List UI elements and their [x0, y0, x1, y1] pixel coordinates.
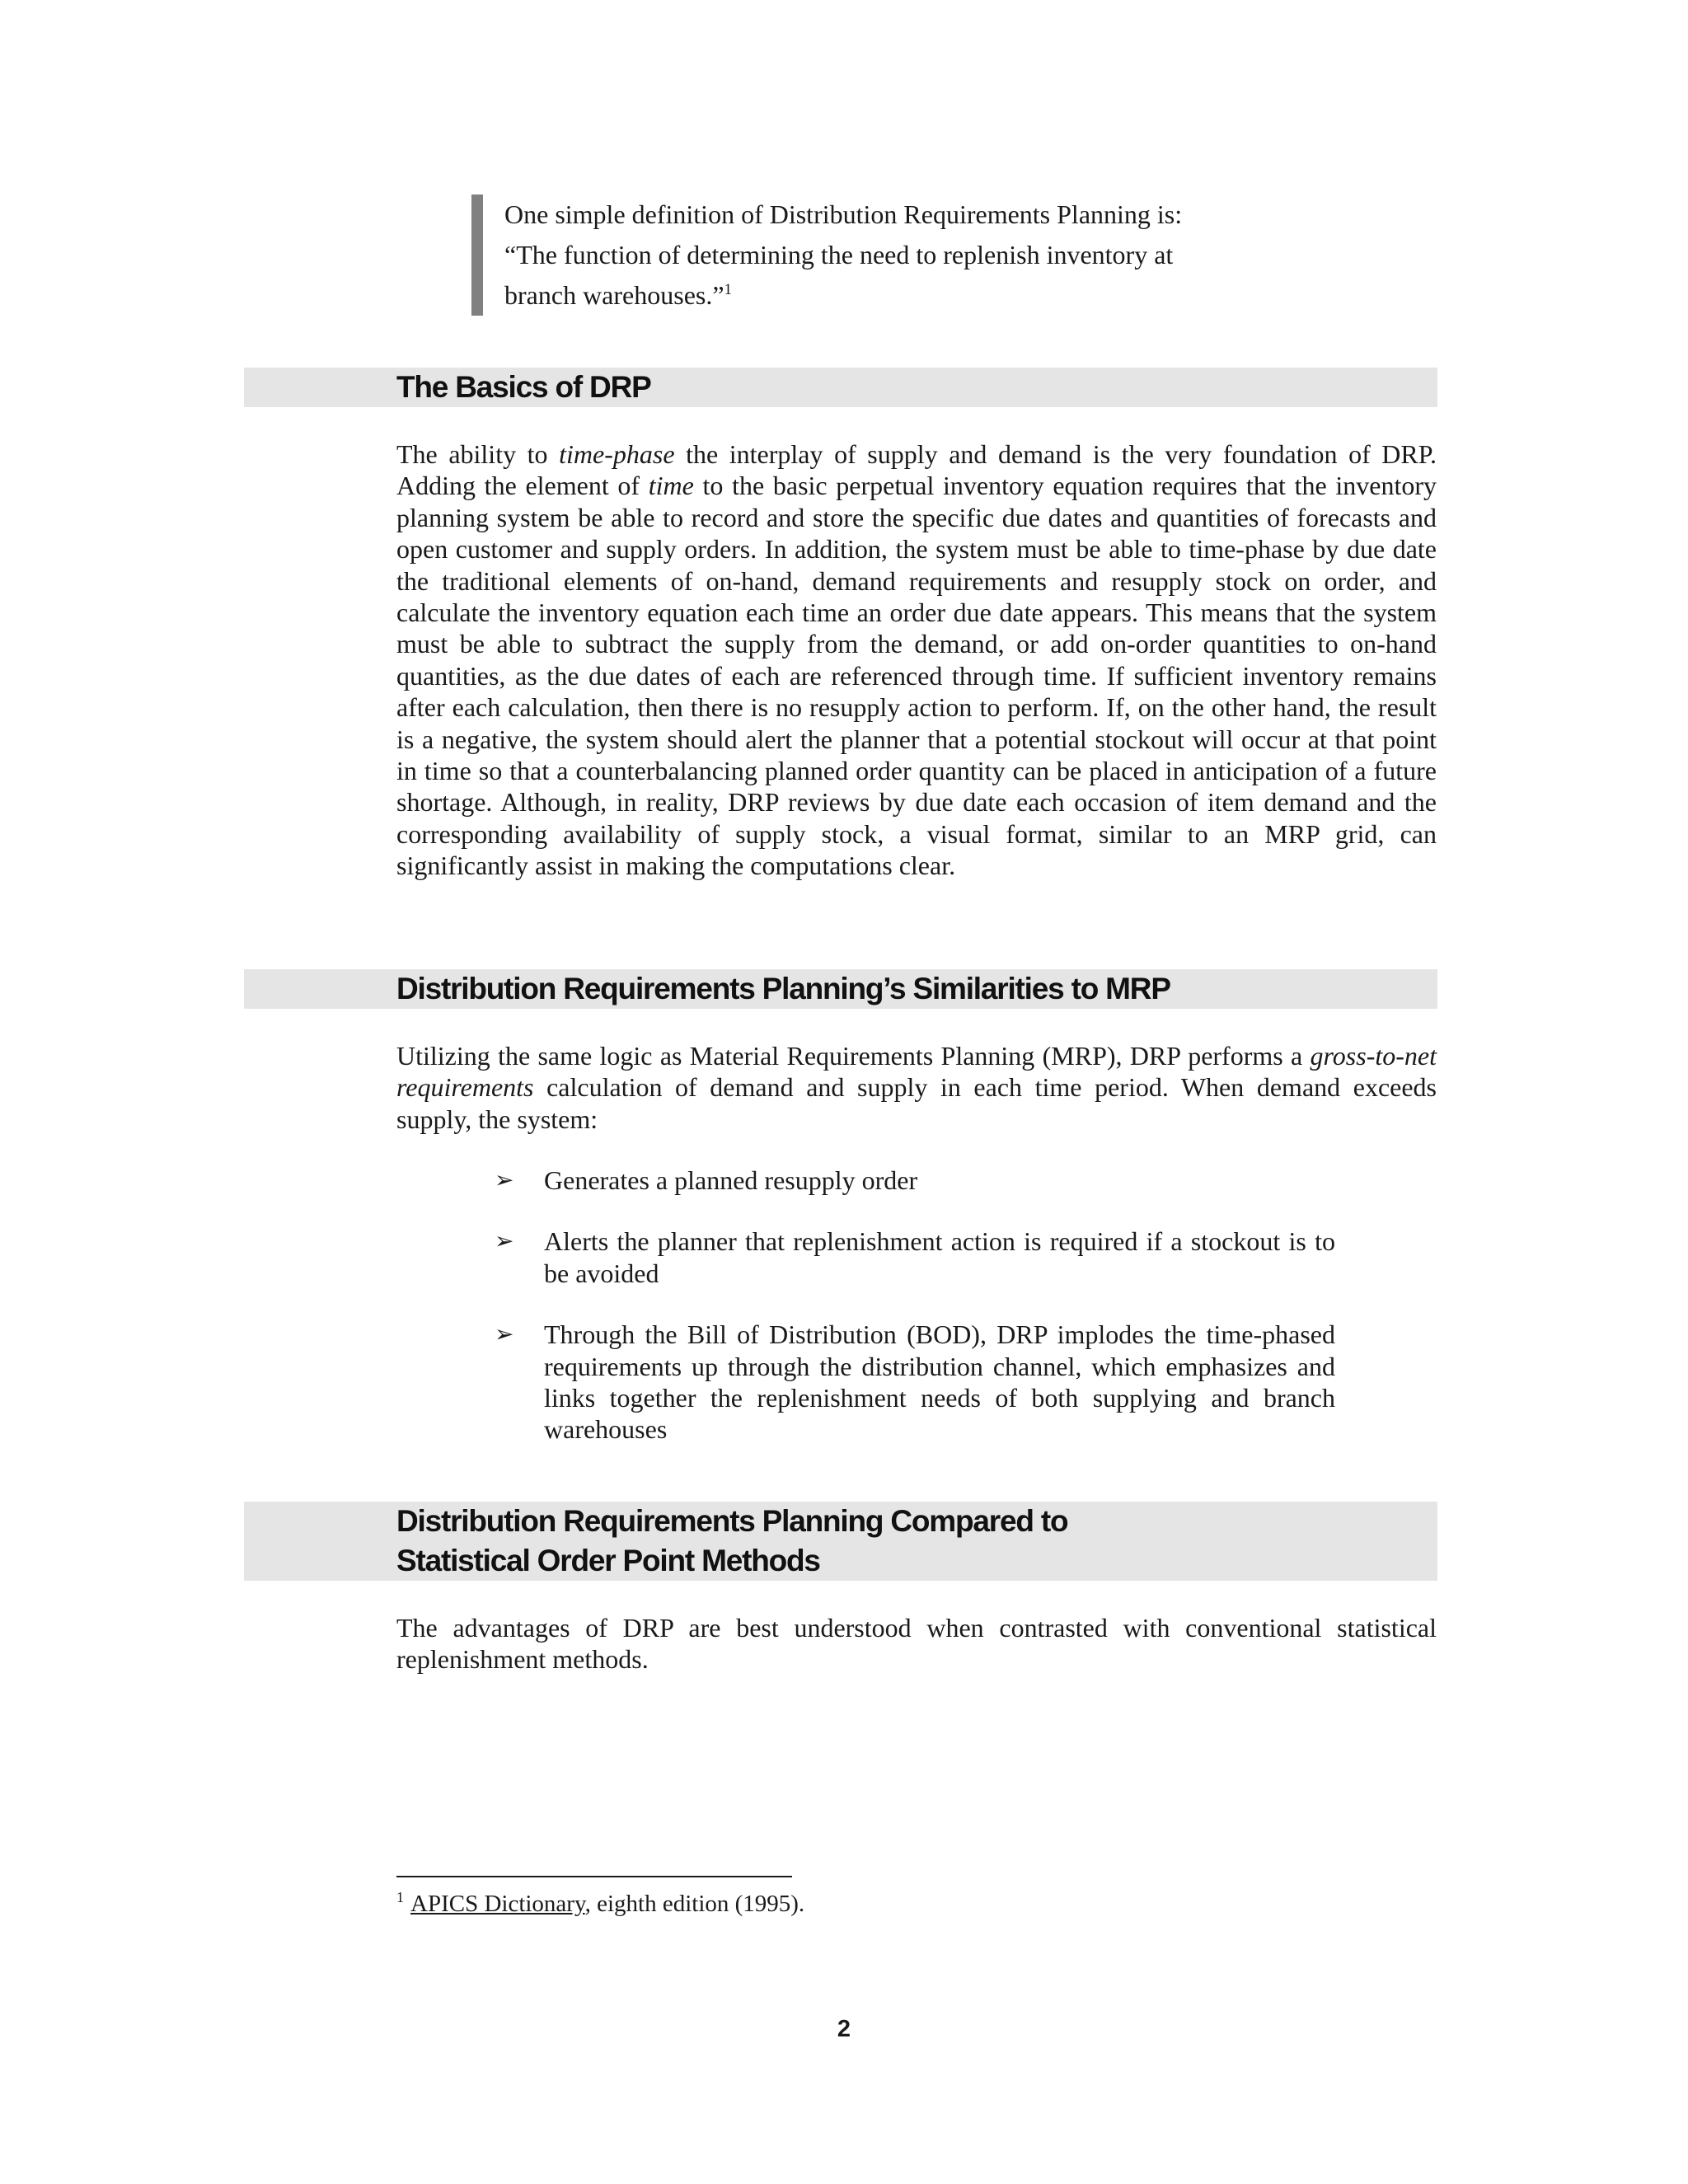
section-heading-similarities: Distribution Requirements Planning’s Similarities to MRP [396, 972, 1170, 1005]
footnote-divider [396, 1876, 792, 1877]
section-header-similarities [244, 969, 1437, 1009]
list-item [495, 1165, 1335, 1196]
heading-line-1: Distribution Requirements Planning Compared to [396, 1504, 1068, 1538]
quote-footnote-marker: 1 [724, 281, 733, 298]
section-header-comparison [244, 1502, 1437, 1581]
bullet-text: Alerts the planner that replenishment action is required if a stockout is to be avoided [544, 1226, 1335, 1288]
arrowhead-bullet-icon: ➢ [495, 1320, 514, 1348]
comparison-paragraph: The advantages of DRP are best understood when contrasted with conventional statistical replenishment methods. [396, 1613, 1437, 1675]
similarities-paragraph [396, 1040, 1437, 1135]
text-run: Utilizing the same logic as Material Requirements Planning (MRP), DRP performs a [396, 1041, 1311, 1071]
section-heading-comparison [396, 1502, 1067, 1581]
arrowhead-bullet-icon: ➢ [495, 1166, 514, 1193]
list-item [495, 1319, 1335, 1446]
quote-line-1: One simple definition of Distribution Requirements Planning is: [504, 199, 1183, 229]
bullet-text: Through the Bill of Distribution (BOD), DRP implodes the time-phased requirements up through the distribution channel, which emphasizes and links together the replenishment needs of both supplying and branch warehouses [544, 1319, 1335, 1445]
emphasis-run: gross-to-net requirements [396, 1041, 1437, 1103]
emphasis-run: time [648, 471, 694, 501]
text-run: calculation of demand and supply in each time period. When demand exceeds supply, the system: [396, 1072, 1437, 1134]
footnote-reference-title: APICS Dictionary [410, 1891, 585, 1917]
page-number: 2 [837, 2016, 851, 2042]
quote-line-2: “The function of determining the need to replenish inventory at [504, 240, 1174, 269]
list-item [495, 1226, 1335, 1289]
footnote-rest: , eighth edition (1995). [584, 1891, 805, 1917]
basics-paragraph [396, 438, 1437, 882]
text-run: the interplay of supply and demand is the very foundation of DRP. Adding the element of [396, 439, 1437, 501]
definition-quote [471, 194, 1246, 316]
text-run: The ability to [396, 439, 560, 469]
arrowhead-bullet-icon: ➢ [495, 1227, 514, 1255]
section-header-basics [244, 368, 1437, 407]
bullet-list [495, 1165, 1335, 1446]
footnote [396, 1887, 804, 1920]
section-heading-basics: The Basics of DRP [396, 370, 651, 404]
quote-line-3 [504, 275, 1246, 316]
bullet-text: Generates a planned resupply order [544, 1165, 918, 1195]
emphasis-run: time-phase [559, 439, 675, 469]
text-run: to the basic perpetual inventory equation requires that the inventory planning system be able to record and store the specific due dates and quantities of forecasts and open customer and supply orders. In addition, the system must be able to time-phase by due date the traditional elements of on-hand, demand requirements and resupply stock on order, and calculate the inventory equation each time an order due date appears. This means that the system must be able to subtract the supply from the demand, or add on-order quantities to on-hand quantities, as the due dates of each are referenced through time. If sufficient inventory remains after each calculation, then there is no resupply action to perform. If, on the other hand, the result is a negative, the system should alert the planner that a potential stockout will occur at that point in time so that a counterbalancing planned order quantity can be placed in anticipation of a future shortage. Although, in reality, DRP reviews by due date each occasion of item demand and the corresponding availability of supply stock, a visual format, similar to an MRP grid, can significantly assist in making the computations clear. [396, 471, 1437, 881]
quote-line-3-text: branch warehouses.” [504, 280, 724, 310]
footnote-marker: 1 [396, 1889, 404, 1905]
heading-line-2: Statistical Order Point Methods [396, 1544, 820, 1577]
